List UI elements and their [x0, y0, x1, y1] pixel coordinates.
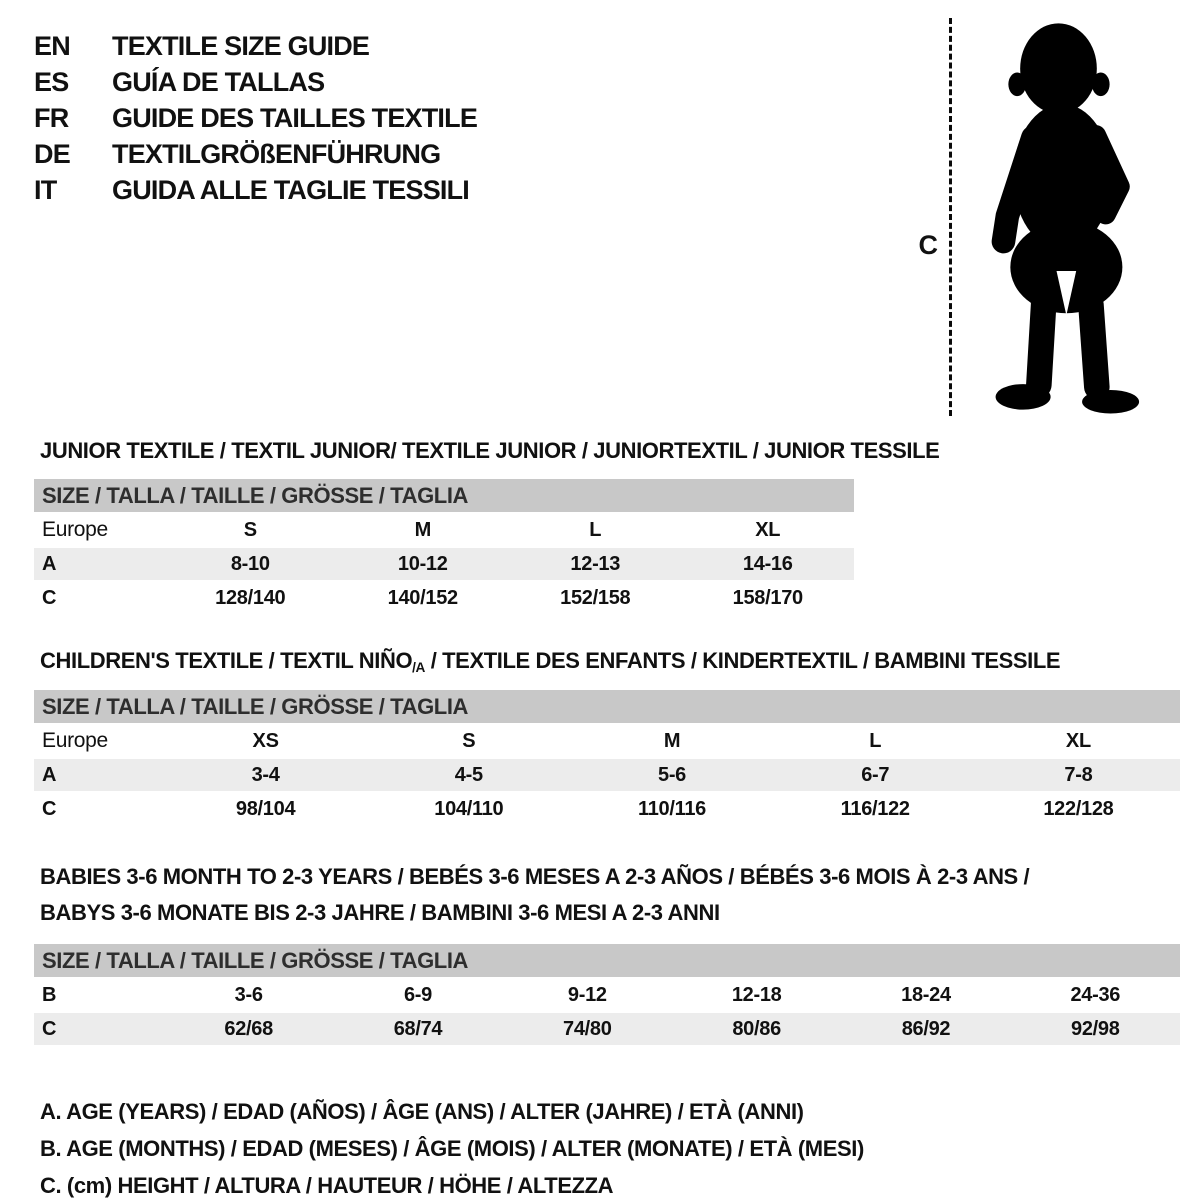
language-code: EN — [34, 30, 70, 61]
language-code: IT — [34, 174, 57, 205]
title-subscript: /A — [412, 659, 425, 675]
legend-b: B. AGE (MONTHS) / EDAD (MESES) / ÂGE (MOIS) / ALTER (MONATE) / ETÀ (MESI) — [40, 1135, 864, 1161]
title-rest: / TEXTILE DES ENFANTS / KINDERTEXTIL / BAMBINI TESSILE — [425, 648, 1061, 673]
junior-textile-section — [34, 438, 1180, 614]
size-header-bar: SIZE / TALLA / TAILLE / GRÖSSE / TAGLIA — [34, 944, 1180, 977]
row-label: A — [42, 553, 57, 575]
height-cell: 86/92 — [901, 1017, 951, 1040]
age-cell: 14-16 — [742, 553, 793, 575]
row-label: C — [42, 1017, 57, 1040]
age-cell: 4-5 — [454, 763, 483, 786]
height-cell: 140/152 — [387, 587, 458, 609]
babies-size-table — [34, 944, 1180, 1045]
age-cell: 7-8 — [1064, 763, 1093, 786]
guide-title-de: TEXTILGRÖßENFÜHRUNG — [112, 138, 441, 169]
height-cell: 80/86 — [732, 1017, 781, 1040]
title-main: CHILDREN'S TEXTILE / TEXTIL NIÑO — [40, 648, 413, 673]
childrens-table-title — [40, 648, 1180, 675]
table-row — [34, 979, 1180, 1011]
height-cell: 104/110 — [434, 797, 504, 820]
size-header-bar: SIZE / TALLA / TAILLE / GRÖSSE / TAGLIA — [34, 479, 854, 512]
size-cell: L — [869, 729, 882, 752]
height-cell: 116/122 — [840, 797, 910, 820]
age-months-cell: 24-36 — [1070, 983, 1121, 1006]
age-cell: 12-13 — [570, 553, 621, 575]
row-label: A — [42, 763, 57, 786]
language-code: FR — [34, 102, 69, 133]
height-cell: 158/170 — [732, 587, 803, 609]
size-cell: S — [243, 519, 257, 541]
junior-size-table — [34, 479, 854, 614]
table-row — [34, 725, 1180, 757]
height-cell: 110/116 — [638, 797, 706, 820]
table-row — [34, 1013, 1180, 1045]
guide-title-en: TEXTILE SIZE GUIDE — [112, 30, 370, 61]
guide-title-it: GUIDA ALLE TAGLIE TESSILI — [112, 174, 469, 205]
age-cell: 3-4 — [251, 763, 280, 786]
language-code: DE — [34, 138, 70, 169]
measurement-legend — [40, 1093, 1180, 1200]
guide-title-fr: GUIDE DES TAILLES TEXTILE — [112, 102, 478, 133]
baby-silhouette-icon — [972, 16, 1144, 416]
legend-a: A. AGE (YEARS) / EDAD (AÑOS) / ÂGE (ANS) / ALTER (JAHRE) / ETÀ (ANNI) — [40, 1098, 804, 1124]
language-code: ES — [34, 66, 69, 97]
size-cell: L — [589, 519, 602, 541]
height-cell: 98/104 — [235, 797, 296, 820]
row-label: B — [42, 983, 57, 1006]
size-cell: XL — [755, 519, 781, 541]
age-months-cell: 6-9 — [403, 983, 432, 1006]
babies-title-line1: BABIES 3-6 MONTH TO 2-3 YEARS / BEBÉS 3-6 MESES A 2-3 AÑOS / BÉBÉS 3-6 MOIS À 2-3 ANS / — [40, 863, 1030, 889]
babies-title-line2: BABYS 3-6 MONATE BIS 2-3 JAHRE / BAMBINI 3-6 MESI A 2-3 ANNI — [40, 899, 720, 925]
age-months-cell: 9-12 — [567, 983, 607, 1006]
babies-textile-section — [34, 859, 1180, 1045]
table-row — [34, 548, 854, 580]
age-months-cell: 3-6 — [234, 983, 263, 1006]
size-cell: M — [414, 519, 431, 541]
age-cell: 5-6 — [658, 763, 687, 786]
age-cell: 10-12 — [397, 553, 448, 575]
height-cell: 152/158 — [560, 587, 631, 609]
age-cell: 6-7 — [861, 763, 890, 786]
size-cell: XL — [1065, 729, 1091, 752]
height-cell: 128/140 — [215, 587, 286, 609]
table-row — [34, 582, 854, 614]
age-months-cell: 18-24 — [901, 983, 951, 1006]
height-cell: 92/98 — [1071, 1017, 1120, 1040]
height-measure-label: C — [918, 229, 938, 260]
age-months-cell: 12-18 — [731, 983, 782, 1006]
table-row — [34, 759, 1180, 791]
table-row — [34, 514, 854, 546]
height-cell: 74/80 — [563, 1017, 612, 1040]
junior-table-title: JUNIOR TEXTILE / TEXTIL JUNIOR/ TEXTILE JUNIOR / JUNIORTEXTIL / JUNIOR TESSILE — [40, 438, 940, 463]
size-cell: XS — [252, 729, 279, 752]
row-label: Europe — [42, 728, 108, 752]
height-dashed-line-icon — [949, 18, 952, 416]
row-label: C — [42, 587, 57, 609]
height-figure — [919, 16, 1145, 418]
guide-title-es: GUÍA DE TALLAS — [112, 66, 325, 97]
size-cell: S — [462, 729, 476, 752]
age-cell: 8-10 — [230, 553, 270, 575]
size-header-bar: SIZE / TALLA / TAILLE / GRÖSSE / TAGLIA — [34, 690, 1180, 723]
height-cell: 62/68 — [224, 1017, 273, 1040]
legend-c: C. (cm) HEIGHT / ALTURA / HAUTEUR / HÖHE / ALTEZZA — [40, 1172, 614, 1198]
table-row — [34, 793, 1180, 825]
childrens-textile-section — [34, 648, 1180, 825]
babies-table-title — [40, 859, 1180, 931]
height-cell: 122/128 — [1043, 797, 1114, 820]
height-cell: 68/74 — [393, 1017, 443, 1040]
row-label: C — [42, 797, 57, 820]
childrens-size-table — [34, 690, 1180, 825]
size-cell: M — [663, 729, 681, 752]
row-label: Europe — [42, 518, 108, 541]
